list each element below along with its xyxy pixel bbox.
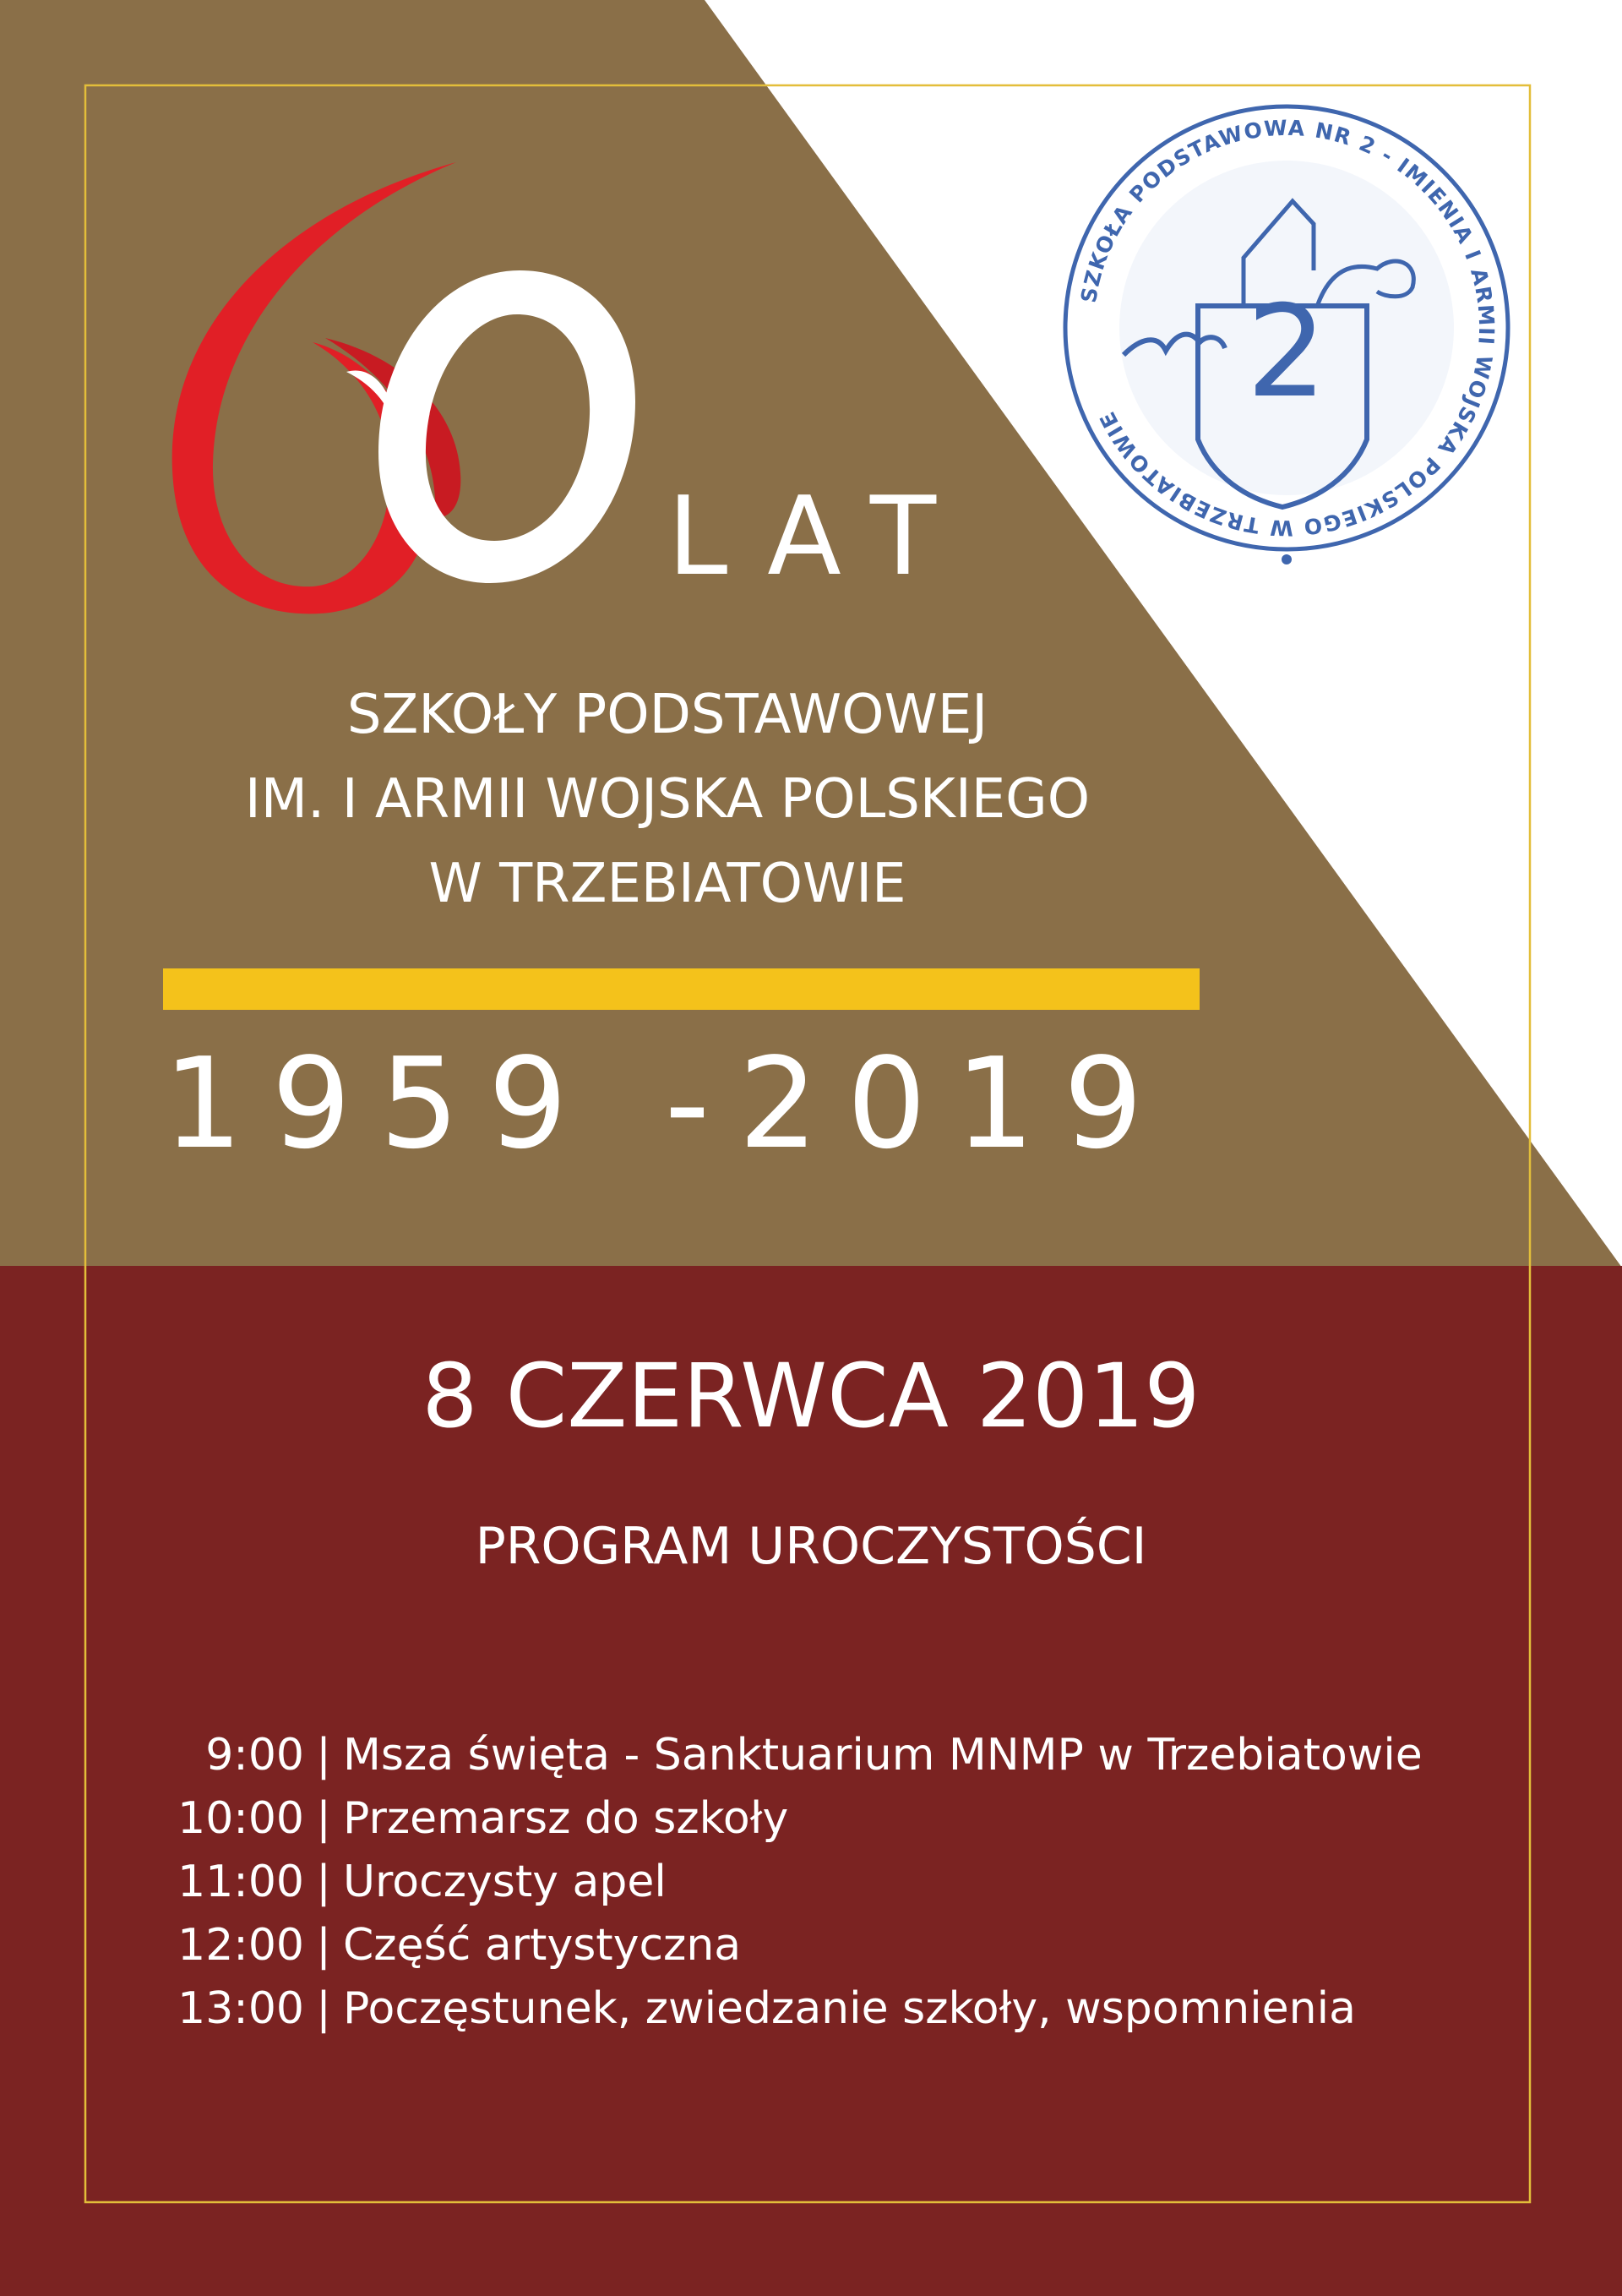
school-line-3: W TRZEBIATOWIE (428, 853, 906, 915)
school-line-1: SZKOŁY PODSTAWOWEJ (346, 684, 988, 746)
schedule-description: Uroczysty apel (343, 1857, 667, 1907)
program-schedule (169, 1724, 1487, 2041)
schedule-time: 11:00 (177, 1857, 304, 1907)
school-line-2: IM. I ARMII WOJSKA POLSKIEGO (244, 768, 1091, 831)
schedule-time: 10:00 (177, 1793, 304, 1844)
schedule-row (169, 1787, 1487, 1851)
event-date: 8 CZERWCA 2019 (422, 1344, 1200, 1448)
schedule-row (169, 1977, 1487, 2041)
schedule-row (169, 1724, 1487, 1787)
schedule-description: Przemarsz do szkoły (343, 1793, 789, 1844)
anniversary-years: 1959 -2019 (163, 1031, 1172, 1176)
seal-ring-label: SZKOŁA PODSTAWOWA NR 2 - IMIENIA I ARMII WOJSKA POLSKIEGO W TRZEBIATOWIE (1075, 115, 1500, 541)
schedule-separator: | (316, 1793, 331, 1844)
schedule-time: 9:00 (205, 1730, 304, 1781)
schedule-row (169, 1851, 1487, 1914)
schedule-description: Poczęstunek, zwiedzanie szkoły, wspomnienia (343, 1983, 1356, 2034)
yellow-divider-bar (163, 968, 1200, 1010)
schedule-time: 12:00 (177, 1920, 304, 1971)
schedule-description: Część artystyczna (343, 1920, 742, 1971)
seal-shield-number: 2 (1246, 279, 1327, 426)
seal-ring-text (1064, 105, 1510, 551)
schedule-description: Msza święta - Sanktuarium MNMP w Trzebiatowie (343, 1730, 1423, 1781)
schedule-separator: | (316, 1730, 331, 1781)
schedule-separator: | (316, 1920, 331, 1971)
school-name-block (0, 673, 1335, 926)
program-title: PROGRAM UROCZYSTOŚCI (475, 1517, 1147, 1576)
schedule-row (169, 1914, 1487, 1977)
schedule-separator: | (316, 1983, 331, 2034)
schedule-time: 13:00 (177, 1983, 304, 2034)
schedule-separator: | (316, 1857, 331, 1907)
logo-lat-word: LAT (667, 474, 974, 600)
